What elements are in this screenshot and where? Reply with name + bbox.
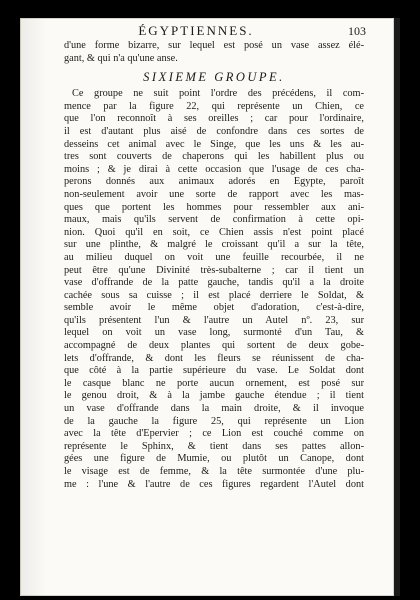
section-title: SIXIEME GROUPE.	[143, 70, 285, 85]
text-line: semble avoir le même objet d'adoration, c'est-à-dire,	[64, 302, 364, 314]
text-line: gant, & qui n'a qu'une anse.	[64, 52, 178, 64]
text-line: de la gauche la figure 25, qui représente un Lion	[64, 415, 364, 427]
text-line: mence par la figure 22, qui représente un Chien, ce	[64, 100, 364, 112]
text-line: avec la tête d'Epervier ; ce Lion est couché comme on	[64, 428, 364, 440]
text-line: lequel on voit un vase long, surmonté d'un Tau, &	[64, 327, 364, 339]
text-line: desseins cet animal avec le Singe, que les uns & les au-	[64, 138, 364, 150]
text-line: gées une figure de Mumie, ou plutôt un Canope, dont	[64, 453, 364, 465]
text-line: lets d'offrande, & dont les fleurs se réunissent de cha-	[64, 352, 364, 364]
text-line: me : l'une & l'autre de ces figures regardent l'Autel dont	[64, 478, 364, 490]
text-line: perons donnés aux animaux adorés en Egypte, paroît	[64, 176, 364, 188]
text-line: le casque blanc ne porte aucun ornement, est posé sur	[64, 377, 364, 389]
page-header	[86, 23, 366, 41]
text-line: maux, mais qu'ils servent de confirmation à cette opi-	[64, 214, 364, 226]
text-line: il est d'autant plus aisé de confondre dans ces sortes de	[64, 125, 364, 137]
text-line: sur une plinthe, & malgré le croissant qu'il a sur la tête,	[64, 239, 364, 251]
text-line: un vase d'offrande dans la main droite, & il invoque	[64, 403, 364, 415]
text-line: qu'ils présentent l'un & l'autre un Autel nº. 23, sur	[64, 314, 364, 326]
text-line: le genou droit, & à la jambe gauche étendue ; il tient	[64, 390, 364, 402]
text-line: nion. Quoi qu'il en soit, ce Chien assis n'est point placé	[64, 226, 364, 238]
text-line: vase d'offrande de la patte gauche, tandis qu'il a la droite	[64, 277, 364, 289]
page-text	[64, 40, 364, 491]
text-line: d'une forme bizarre, sur lequel est posé un vase assez élé-	[64, 40, 364, 51]
text-line: peut être qu'une Divinité très-subalterne ; car il tient un	[64, 264, 364, 276]
running-head: ÉGYPTIENNES.	[138, 23, 254, 38]
page-edge	[394, 18, 400, 596]
text-line: moins ; & je dirai à cette occasion que l'usage de ces cha-	[64, 163, 364, 175]
text-line: accompagné de deux plantes qui sortent de deux gobe-	[64, 340, 364, 352]
page-number: 103	[348, 24, 366, 38]
text-line: que côté à la partie supérieure du vase. Le Soldat dont	[64, 365, 364, 377]
text-line: non-seulement avoir une sorte de rapport avec les mas-	[64, 188, 364, 200]
text-line: le visage est de femme, & la tête surmontée d'une plu-	[64, 466, 364, 477]
text-line: Ce groupe ne suit point l'ordre des précédens, il com-	[72, 88, 364, 100]
text-line: tres sont couverts de chaperons qui les habillent plus ou	[64, 151, 364, 163]
text-line: que l'on reconnoît à ses oreilles ; car pour l'ordinaire,	[64, 113, 364, 125]
text-line: au milieu duquel on voit une feuille recourbée, il ne	[64, 251, 364, 263]
text-line: ques que portent les hommes pour ressembler aux ani-	[64, 201, 364, 213]
text-line: cachée sous sa cuisse ; il est placé derriere le Soldat, &	[64, 289, 364, 301]
text-line: représente le Sphinx, & tient dans ses pattes allon-	[64, 440, 364, 452]
